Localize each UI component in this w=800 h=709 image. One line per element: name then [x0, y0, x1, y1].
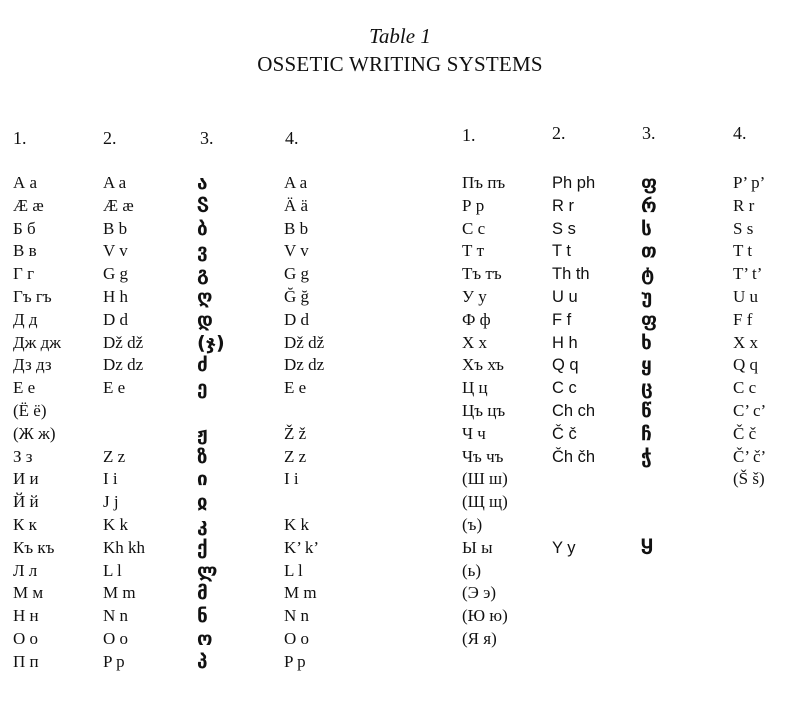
table-cell: ყ	[641, 354, 652, 377]
table-cell: (Я я)	[462, 628, 497, 648]
table-cell	[641, 491, 657, 514]
table-cell: რ	[641, 194, 657, 217]
left-col-latin	[103, 172, 145, 674]
table-cell: H h	[552, 333, 578, 352]
table-cell	[641, 468, 657, 491]
table-cell	[284, 400, 324, 423]
table-cell: G g	[103, 264, 129, 284]
table-cell: I i	[284, 469, 299, 489]
table-cell: ჟ	[197, 422, 208, 445]
table-cell: ე	[197, 377, 208, 400]
table-cell: დ	[197, 308, 213, 331]
table-cell: M m	[103, 583, 136, 603]
table-cell: Č č	[552, 424, 577, 443]
table-cell: ძ	[197, 354, 208, 377]
table-cell: Хъ хъ	[462, 355, 504, 375]
table-cell: Т т	[462, 241, 485, 261]
table-cell: D d	[103, 309, 129, 329]
table-cell: N n	[103, 606, 129, 626]
table-cell: L l	[284, 560, 303, 580]
table-cell: C’ c’	[733, 400, 767, 420]
table-cell: ო	[197, 627, 213, 650]
table-cell: О о	[13, 628, 39, 648]
table-cell	[733, 491, 766, 514]
table-cell	[733, 514, 766, 537]
table-cell: Y y	[552, 538, 576, 557]
table-cell: Æ æ	[13, 195, 44, 215]
table-cell: Q q	[733, 355, 759, 375]
table-subtitle: OSSETIC WRITING SYSTEMS	[257, 52, 543, 76]
left-col-modern-latin	[284, 172, 324, 674]
table-cell: Dž dž	[103, 332, 144, 352]
table-cell: Ч ч	[462, 423, 486, 443]
right-col-georgian	[641, 172, 657, 651]
table-cell: P’ p’	[733, 173, 766, 192]
table-cell: E e	[284, 378, 307, 398]
table-cell: Дж дж	[13, 332, 61, 352]
table-cell: V v	[103, 241, 128, 261]
table-cell: ჭ	[641, 445, 652, 468]
table-cell: თ	[641, 240, 657, 263]
table-cell: (Щ щ)	[462, 492, 508, 512]
table-cell: ა	[197, 172, 208, 194]
table-cell: Kh kh	[103, 537, 146, 557]
table-cell: Д д	[13, 309, 38, 329]
table-cell: Ä ä	[284, 195, 309, 215]
table-cell: Dz dz	[103, 355, 144, 375]
table-cell: В в	[13, 241, 37, 261]
table-cell: L l	[103, 560, 122, 580]
table-cell	[641, 582, 657, 605]
table-cell: А а	[13, 173, 38, 192]
table-cell: Z z	[284, 446, 307, 466]
table-cell: B b	[103, 218, 128, 238]
table-cell	[733, 605, 766, 628]
table-cell: A a	[103, 173, 127, 192]
table-cell: Б б	[13, 218, 36, 238]
table-cell: Н н	[13, 606, 39, 626]
table-cell: Z z	[103, 446, 126, 466]
table-cell: M m	[284, 583, 317, 603]
table-cell: O o	[103, 628, 129, 648]
table-cell: K k	[103, 514, 129, 534]
table-cell: U u	[552, 287, 578, 306]
table-cell: მ	[197, 582, 208, 605]
table-cell: Ⴘ	[641, 536, 653, 559]
table-cell: T t	[733, 241, 753, 261]
table-cell: B b	[284, 218, 309, 238]
table-cell: Дз дз	[13, 355, 52, 375]
table-cell	[552, 628, 595, 651]
table-cell: ი	[197, 468, 208, 491]
table-cell: H h	[103, 286, 129, 306]
table-cell: Цъ цъ	[462, 400, 506, 420]
table-cell: კ	[197, 513, 208, 536]
table-cell: Ц ц	[462, 378, 488, 398]
table-cell	[641, 514, 657, 537]
table-cell: Q q	[552, 356, 579, 375]
table-cell: K k	[284, 514, 310, 534]
table-cell: R r	[733, 195, 755, 215]
table-cell: Г г	[13, 264, 35, 284]
table-cell: ღ	[197, 285, 213, 308]
table-cell: ტ	[641, 263, 655, 286]
left-header-2: 2.	[103, 128, 117, 148]
table-cell: T’ t’	[733, 264, 763, 284]
table-cell	[641, 605, 657, 628]
right-header-4: 4.	[733, 123, 747, 143]
table-cell: გ	[197, 263, 209, 286]
table-cell: P p	[103, 651, 125, 671]
table-cell	[103, 400, 145, 423]
left-col-georgian	[197, 172, 225, 674]
table-cell: X x	[733, 332, 759, 352]
table-cell: (Ш ш)	[462, 469, 508, 489]
table-cell: D d	[284, 309, 310, 329]
table-cell	[552, 514, 595, 537]
table-cell	[641, 628, 657, 651]
table-cell: Dž dž	[284, 332, 325, 352]
right-col-modern-latin	[733, 172, 766, 651]
right-col-cyrillic	[462, 172, 508, 651]
table-cell: Č č	[733, 423, 757, 443]
table-cell	[552, 582, 595, 605]
table-cell: I i	[103, 469, 118, 489]
table-cell	[733, 628, 766, 651]
table-cell: (Ю ю)	[462, 606, 508, 626]
table-cell: ზ	[197, 445, 208, 468]
table-cell: ქ	[197, 536, 208, 559]
table-cell: У у	[462, 286, 487, 306]
table-cell: Пъ пъ	[462, 173, 506, 192]
table-cell: Ⴝ	[197, 194, 209, 217]
table-cell	[733, 537, 766, 560]
table-cell	[197, 400, 225, 423]
right-col-latin	[552, 172, 595, 651]
table-cell: V v	[284, 241, 309, 261]
table-cell: Й й	[13, 492, 39, 512]
table-cell: Чъ чъ	[462, 446, 504, 466]
table-cell: Р р	[462, 195, 485, 215]
table-cell	[284, 491, 324, 514]
table-cell: N n	[284, 606, 310, 626]
table-cell: ფ	[641, 172, 658, 194]
table-cell: Čh čh	[552, 447, 596, 466]
table-cell: S s	[552, 219, 576, 238]
table-cell: (ь)	[462, 560, 482, 580]
table-cell: (ъ)	[462, 514, 483, 534]
table-cell: Къ къ	[13, 537, 55, 557]
table-cell: Ы ы	[462, 537, 493, 557]
left-header-1: 1.	[13, 128, 27, 148]
table-cell: К к	[13, 514, 37, 534]
table-cell: ხ	[641, 331, 652, 354]
table-cell: R r	[552, 196, 574, 215]
table-cell: Th th	[552, 265, 590, 284]
table-cell: J j	[103, 492, 119, 512]
table-cell: Гъ гъ	[13, 286, 52, 306]
table-cell: Č’ č’	[733, 446, 767, 466]
table-cell: ლ	[197, 559, 218, 582]
right-header-1: 1.	[462, 125, 476, 145]
table-cell: Ž ž	[284, 423, 307, 443]
table-cell	[733, 560, 766, 583]
table-cell: ს	[641, 217, 652, 240]
table-cell: U u	[733, 286, 759, 306]
right-header-3: 3.	[642, 123, 656, 143]
table-title: Table 1	[369, 24, 431, 48]
table-cell: ბ	[197, 217, 208, 240]
table-cell: Æ æ	[103, 195, 134, 215]
table-cell: (Ж ж)	[13, 423, 56, 443]
table-cell: П п	[13, 651, 39, 671]
left-header-3: 3.	[200, 128, 214, 148]
table-cell: (Š š)	[733, 469, 765, 489]
table-cell: Тъ тъ	[462, 264, 502, 284]
left-header-4: 4.	[285, 128, 299, 148]
table-cell: М м	[13, 583, 44, 603]
table-cell: Ğ ğ	[284, 286, 310, 306]
table-cell: ჲ	[197, 491, 208, 514]
table-cell: პ	[197, 650, 208, 673]
table-cell: ნ	[197, 605, 208, 628]
table-cell: (ჯ)	[197, 331, 225, 354]
table-cell: (Э э)	[462, 583, 497, 603]
table-cell: F f	[552, 310, 572, 329]
table-cell: Ch ch	[552, 401, 596, 420]
table-cell: И и	[13, 469, 39, 489]
table-cell: E e	[103, 378, 126, 398]
table-cell: З з	[13, 446, 33, 466]
table-cell: წ	[641, 399, 652, 422]
table-cell: (Ё ё)	[13, 400, 47, 420]
table-cell: C c	[733, 378, 757, 398]
table-cell: G g	[284, 264, 310, 284]
table-cell: უ	[641, 285, 653, 308]
table-cell: K’ k’	[284, 537, 320, 557]
table-cell	[641, 560, 657, 583]
table-cell: A a	[284, 173, 308, 192]
table-cell: ვ	[197, 240, 208, 263]
table-cell: С с	[462, 218, 486, 238]
table-cell: T t	[552, 242, 571, 261]
table-cell	[552, 491, 595, 514]
table-cell: ფ	[641, 308, 658, 331]
table-cell: Х х	[462, 332, 488, 352]
table-cell: Л л	[13, 560, 38, 580]
table-cell	[552, 468, 595, 491]
table-cell: ც	[641, 377, 653, 400]
table-cell: ჩ	[641, 422, 652, 445]
table-cell	[552, 560, 595, 583]
left-col-cyrillic	[13, 172, 61, 674]
table-cell: Dz dz	[284, 355, 325, 375]
table-cell: C c	[552, 379, 577, 398]
right-header-2: 2.	[552, 123, 566, 143]
table-cell: S s	[733, 218, 754, 238]
table-cell: F f	[733, 309, 753, 329]
table-cell: Е е	[13, 378, 36, 398]
table-cell	[733, 582, 766, 605]
table-cell	[103, 423, 145, 446]
table-cell: O o	[284, 628, 310, 648]
table-cell: P p	[284, 651, 306, 671]
table-cell	[552, 605, 595, 628]
table-cell: Ph ph	[552, 174, 596, 192]
table-cell: Ф ф	[462, 309, 491, 329]
